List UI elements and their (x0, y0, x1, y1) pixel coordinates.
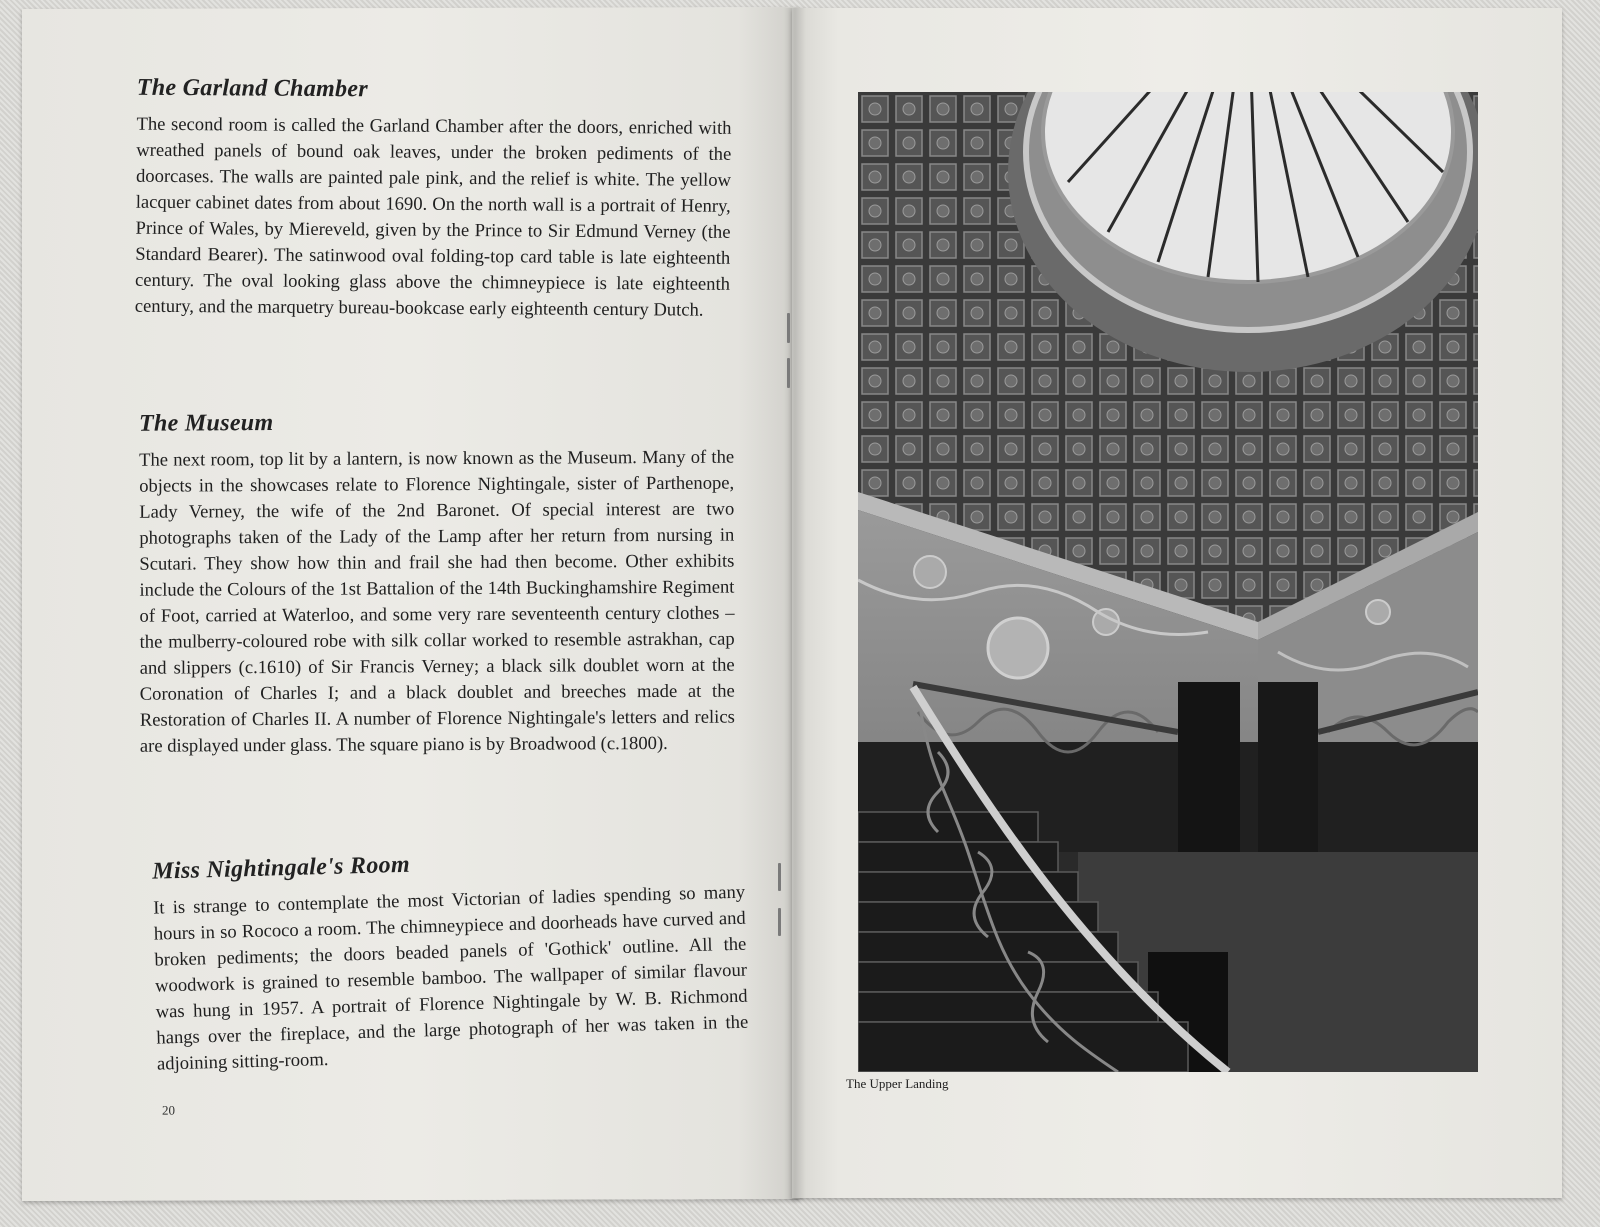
staple-icon (787, 313, 790, 343)
section-text: The next room, top lit by a lantern, is now known as the Museum. Many of the objects in the showcases relate to Florence Nightingale, sister of Parthenope, Lady Verney, the wife of the 2nd Baronet. Of special interest are two photographs taken of the Lady of the Lamp after her return from nursing in Scutari. They show how thin and frail she had then become. Other exhibits include the Colours of the 1st Battalion of the 14th Buckinghamshire Regiment of Foot, carried at Waterloo, and some very rare seventeenth century clothes – the mulberry-coloured robe with silk collar worked to resemble astrakhan, cap and slippers (c.1610) of Sir Francis Verney; a black silk doublet worn at the Coronation of Charles I; and a black doublet and breeches made at the Restoration of Charles II. A number of Florence Nightingale's letters and relics are displayed under glass. The square piano is by Broadwood (c.1800). (139, 446, 735, 757)
section-museum (139, 408, 735, 760)
section-heading: Miss Nightingale's Room (152, 851, 411, 885)
open-booklet (22, 8, 1562, 1208)
section-text: The second room is called the Garland Chamber after the doors, enriched with wreathed panels of bound oak leaves, under the broken pediments of the doorcases. The walls are painted pale pink, and the relief is white. The yellow lacquer cabinet dates from about 1690. On the north wall is a portrait of Henry, Prince of Wales, by Miereveld, given by the Prince to Sir Edmund Verney (the Standard Bearer). The satinwood oval folding-top card table is late eighteenth century. The oval looking glass above the chimneypiece is late eighteenth century, and the marquetry bureau-bookcase early eighteenth century Dutch. (134, 113, 732, 321)
book-gutter (784, 8, 806, 1200)
staple-icon (778, 863, 781, 891)
staple-icon (778, 908, 781, 936)
photo-caption: The Upper Landing (846, 1076, 949, 1091)
staple-icon (787, 358, 790, 388)
staircase-photograph (858, 92, 1478, 1072)
left-page (22, 7, 800, 1201)
staircase-photo-drawing (858, 92, 1478, 1072)
section-heading: The Museum (139, 410, 274, 437)
section-heading: The Garland Chamber (136, 74, 369, 103)
section-text: It is strange to contemplate the most Victorian of ladies spending so many hours in so Rococo a room. The chimneypiece and doorheads have curved and broken pediments; the doors beaded panels of 'Gothick' outline. All the woodwork is grained to resemble bamboo. The wallpaper of similar flavour was hung in 1957. A portrait of Florence Nightingale by W. B. Richmond hangs over the fireplace, and the large photograph of her was taken in the adjoining sitting-room. (152, 881, 749, 1075)
page-number: 20 (162, 1102, 175, 1118)
section-garland-chamber (135, 75, 732, 324)
section-miss-nightingales-room (152, 843, 749, 1078)
